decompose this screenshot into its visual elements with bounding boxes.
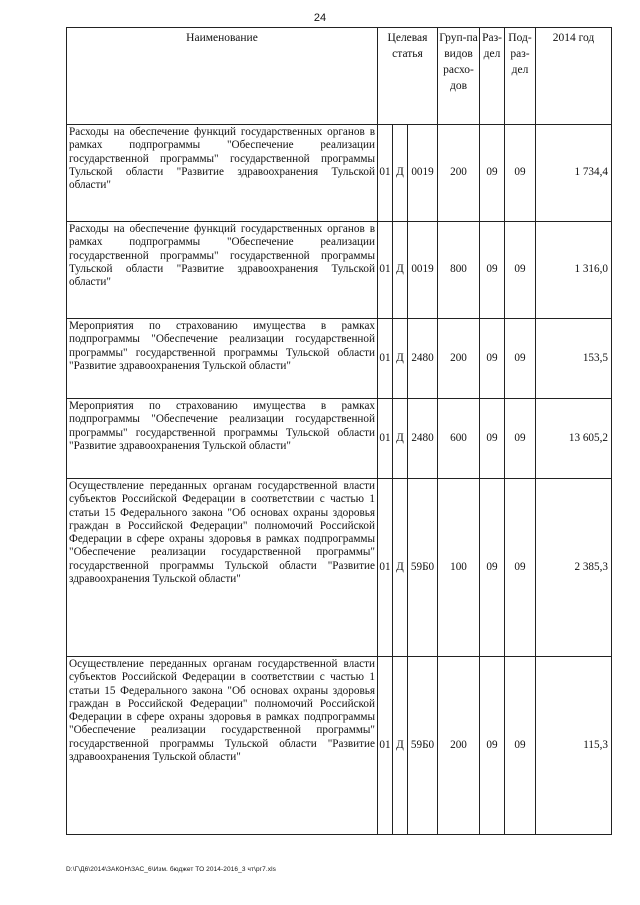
row-amount: 115,3 <box>536 657 612 835</box>
row-code-3: 0019 <box>408 222 438 319</box>
row-code-2: Д <box>393 222 408 319</box>
row-subsection: 09 <box>505 399 536 479</box>
row-code-3: 59Б0 <box>408 657 438 835</box>
row-amount: 2 385,3 <box>536 479 612 657</box>
row-subsection: 09 <box>505 125 536 222</box>
row-code-1: 01 <box>378 125 393 222</box>
row-amount: 13 605,2 <box>536 399 612 479</box>
row-group: 200 <box>438 319 480 399</box>
row-section: 09 <box>480 222 505 319</box>
row-code-2: Д <box>393 479 408 657</box>
file-path-footer: D:\Г\Д6\2014\ЗАКОН\ЗАС_6\Изм. бюджет ТО 2014-2016_3 чт\рг7.xls <box>66 866 276 873</box>
row-amount: 153,5 <box>536 319 612 399</box>
row-group: 600 <box>438 399 480 479</box>
row-amount: 1 734,4 <box>536 125 612 222</box>
row-code-3: 59Б0 <box>408 479 438 657</box>
header-row <box>67 28 612 125</box>
row-section: 09 <box>480 399 505 479</box>
row-code-3: 0019 <box>408 125 438 222</box>
table-row <box>67 125 612 222</box>
header-subsection: Под-раз-дел <box>505 28 536 125</box>
row-code-1: 01 <box>378 657 393 835</box>
row-subsection: 09 <box>505 657 536 835</box>
row-subsection: 09 <box>505 319 536 399</box>
row-code-1: 01 <box>378 479 393 657</box>
row-code-1: 01 <box>378 319 393 399</box>
row-name: Мероприятия по страхованию имущества в рамках подпрограммы "Обеспечение реализации государственной программы" государственной программы Тульской области "Развитие здравоохранения Тульской области" <box>67 319 378 399</box>
table-row <box>67 319 612 399</box>
row-name: Осуществление переданных органам государственной власти субъектов Российской Федерации в соответствии с частью 1 статьи 15 Федерального закона "Об основах охраны здоровья граждан в Российской Федерации" полномочий Российской Федерации в сфере охраны здоровья в рамках подпрограммы "Обеспечение реализации государственной программы" государственной программы Тульской области "Развитие здравоохранения Тульской области" <box>67 479 378 657</box>
row-code-3: 2480 <box>408 399 438 479</box>
row-name: Осуществление переданных органам государственной власти субъектов Российской Федерации в соответствии с частью 1 статьи 15 Федерального закона "Об основах охраны здоровья граждан в Российской Федерации" полномочий Российской Федерации в сфере охраны здоровья в рамках подпрограммы "Обеспечение реализации государственной программы" государственной программы Тульской области "Развитие здравоохранения Тульской области" <box>67 657 378 835</box>
row-name: Расходы на обеспечение функций государственных органов в рамках подпрограммы "Обеспечение реализации государственной программы" государственной программы Тульской области "Развитие здравоохранения Тульской области" <box>67 125 378 222</box>
page-number: 24 <box>313 12 327 24</box>
table-row <box>67 222 612 319</box>
row-subsection: 09 <box>505 222 536 319</box>
row-section: 09 <box>480 319 505 399</box>
row-code-2: Д <box>393 125 408 222</box>
row-amount: 1 316,0 <box>536 222 612 319</box>
row-group: 200 <box>438 125 480 222</box>
row-section: 09 <box>480 125 505 222</box>
row-section: 09 <box>480 479 505 657</box>
header-group: Груп-па видов расхо-дов <box>438 28 480 125</box>
header-target: Целевая статья <box>378 28 438 125</box>
budget-table <box>66 27 612 835</box>
header-section: Раз-дел <box>480 28 505 125</box>
row-code-2: Д <box>393 319 408 399</box>
row-name: Расходы на обеспечение функций государственных органов в рамках подпрограммы "Обеспечение реализации государственной программы" государственной программы Тульской области "Развитие здравоохранения Тульской области" <box>67 222 378 319</box>
row-group: 800 <box>438 222 480 319</box>
header-name: Наименование <box>67 28 378 125</box>
row-code-1: 01 <box>378 399 393 479</box>
table-row <box>67 399 612 479</box>
table-row <box>67 657 612 835</box>
header-year: 2014 год <box>536 28 612 125</box>
row-code-2: Д <box>393 399 408 479</box>
row-group: 200 <box>438 657 480 835</box>
row-name: Мероприятия по страхованию имущества в рамках подпрограммы "Обеспечение реализации государственной программы" государственной программы Тульской области "Развитие здравоохранения Тульской области" <box>67 399 378 479</box>
table-row <box>67 479 612 657</box>
row-subsection: 09 <box>505 479 536 657</box>
row-group: 100 <box>438 479 480 657</box>
row-code-1: 01 <box>378 222 393 319</box>
row-code-3: 2480 <box>408 319 438 399</box>
row-code-2: Д <box>393 657 408 835</box>
row-section: 09 <box>480 657 505 835</box>
